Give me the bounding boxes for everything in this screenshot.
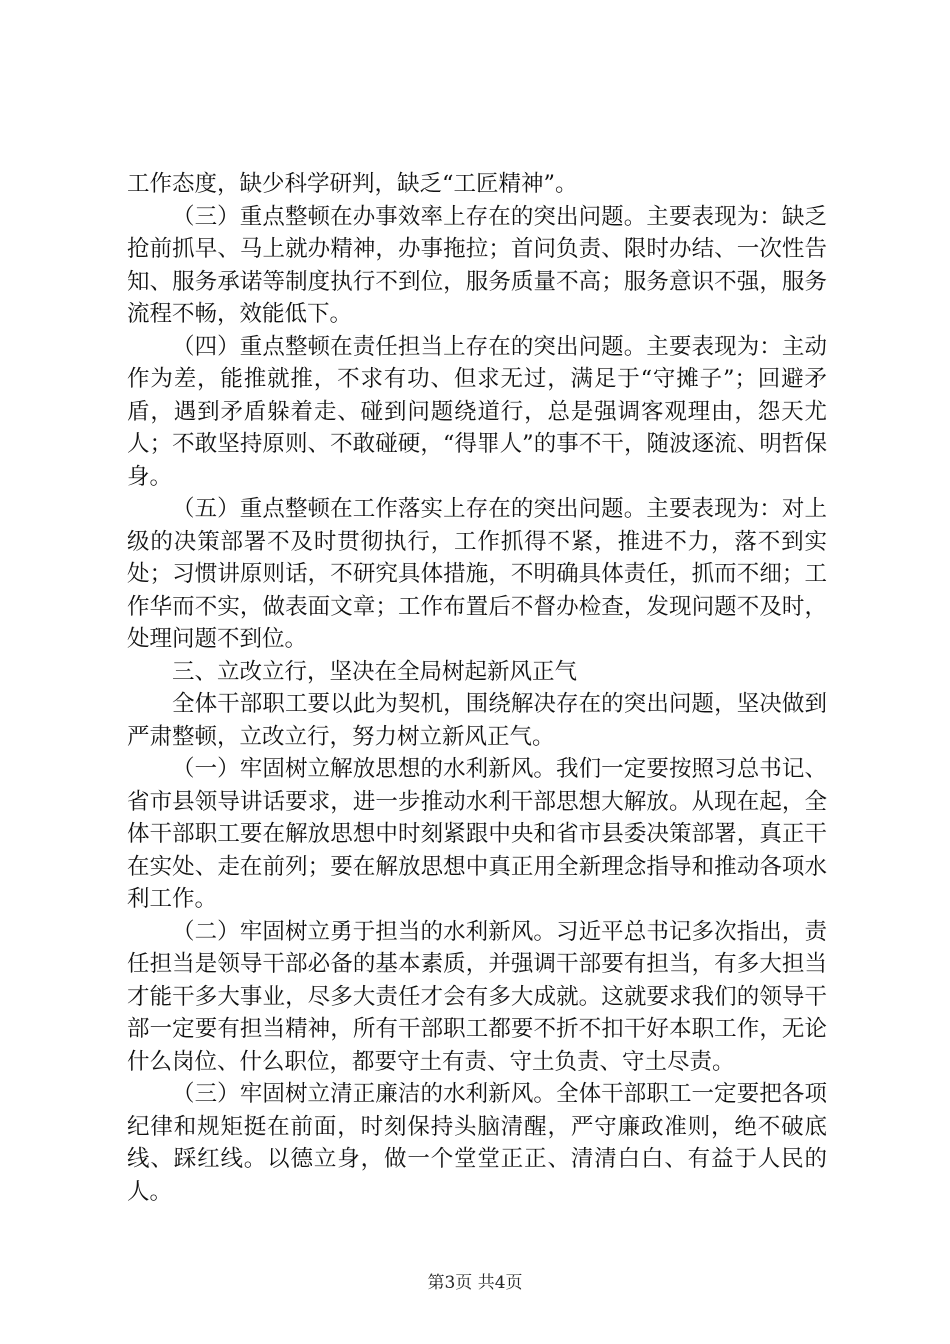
paragraph-2: （三）重点整顿在办事效率上存在的突出问题。主要表现为：缺乏抢前抓早、马上就办精神，办事拖拉；首问负责、限时办结、一次性告知、服务承诺等制度执行不到位，服务质量不高；服务意识不强，服务流程不畅，效能低下。	[127, 203, 827, 327]
paragraph-8: （二）牢固树立勇于担当的水利新风。习近平总书记多次指出，责任担当是领导干部必备的基本素质，并强调干部要有担当，有多大担当才能干多大事业，尽多大责任才会有多大成就。这就要求我们的领导干部一定要有担当精神，所有干部职工都要不折不扣干好本职工作，无论什么岗位、什么职位，都要守土有责、守土负责、守土尽责。	[127, 918, 827, 1075]
paragraph-1: 工作态度，缺少科学研判，缺乏“工匠精神”。	[127, 171, 578, 197]
paragraph-7: （一）牢固树立解放思想的水利新风。我们一定要按照习总书记、省市县领导讲话要求，进一步推动水利干部思想大解放。从现在起，全体干部职工要在解放思想中时刻紧跟中央和省市县委决策部署，真正干在实处、走在前列；要在解放思想中真正用全新理念指导和推动各项水利工作。	[127, 756, 827, 912]
paragraph-6: 全体干部职工要以此为契机，围绕解决存在的突出问题，坚决做到严肃整顿，立改立行，努力树立新风正气。	[127, 691, 827, 750]
paragraph-3: （四）重点整顿在责任担当上存在的突出问题。主要表现为：主动作为差，能推就推，不求有功、但求无过，满足于“守摊子”；回避矛盾，遇到矛盾躲着走、碰到问题绕道行，总是强调客观理由，怨天尤人；不敢坚持原则、不敢碰硬，“得罪人”的事不干，随波逐流、明哲保身。	[127, 333, 827, 490]
document-body	[127, 168, 827, 1208]
section-heading: 三、立改立行，坚决在全局树起新风正气	[172, 658, 578, 685]
paragraph-4: （五）重点整顿在工作落实上存在的突出问题。主要表现为：对上级的决策部署不及时贯彻执行，工作抓得不紧，推进不力，落不到实处；习惯讲原则话，不研究具体措施，不明确具体责任，抓而不细；工作华而不实，做表面文章；工作布置后不督办检查，发现问题不及时，处理问题不到位。	[127, 496, 827, 652]
page-number-footer: 第3页 共4页	[427, 1273, 523, 1293]
paragraph-9: （三）牢固树立清正廉洁的水利新风。全体干部职工一定要把各项纪律和规矩挺在前面，时刻保持头脑清醒，严守廉政准则，绝不破底线、踩红线。以德立身，做一个堂堂正正、清清白白、有益于人民的人。	[127, 1081, 827, 1205]
